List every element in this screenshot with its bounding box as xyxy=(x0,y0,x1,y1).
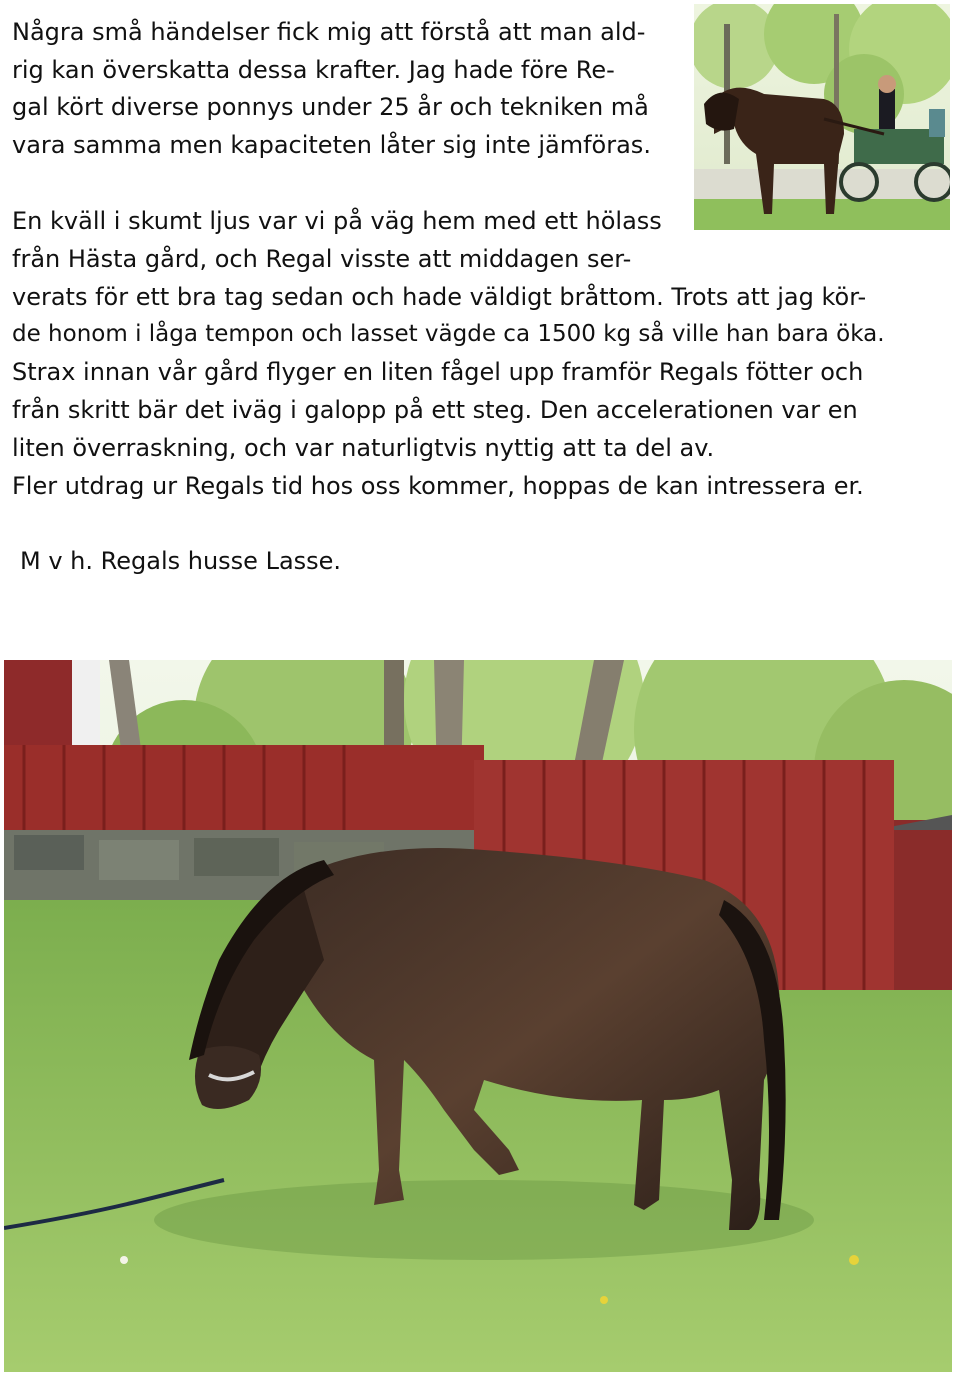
paragraph-1-line-2: rig kan överskatta dessa krafter. Jag hade före Re- xyxy=(12,56,615,84)
horse-cart-photo xyxy=(694,4,950,230)
paragraph-2-line-1: En kväll i skumt ljus var vi på väg hem med ett hölass xyxy=(12,207,662,235)
paragraph-1-line-4: vara samma men kapaciteten låter sig inte jämföras. xyxy=(12,131,651,159)
paragraph-2-line-8: Fler utdrag ur Regals tid hos oss kommer, hoppas de kan intressera er. xyxy=(12,472,864,500)
paragraph-2-line-2: från Hästa gård, och Regal visste att middagen ser- xyxy=(12,245,632,273)
paragraph-1-line-1: Några små händelser fick mig att förstå att man ald- xyxy=(12,18,646,46)
paragraph-1-line-3: gal kört diverse ponnys under 25 år och tekniken må xyxy=(12,93,649,121)
grazing-horse-photo xyxy=(4,660,952,1372)
paragraph-2-line-6: från skritt bär det iväg i galopp på ett steg. Den accelerationen var en xyxy=(12,396,858,424)
paragraph-2-line-5: Strax innan vår gård flyger en liten fågel upp framför Regals fötter och xyxy=(12,358,864,386)
paragraph-2-line-4: de honom i låga tempon och lasset vägde ca 1500 kg så ville han bara öka. xyxy=(12,321,885,347)
paragraph-2-line-3: verats för ett bra tag sedan och hade väldigt bråttom. Trots att jag kör- xyxy=(12,283,867,311)
paragraph-2-line-7: liten överraskning, och var naturligtvis nyttig att ta del av. xyxy=(12,434,715,462)
signature: M v h. Regals husse Lasse. xyxy=(20,547,342,575)
